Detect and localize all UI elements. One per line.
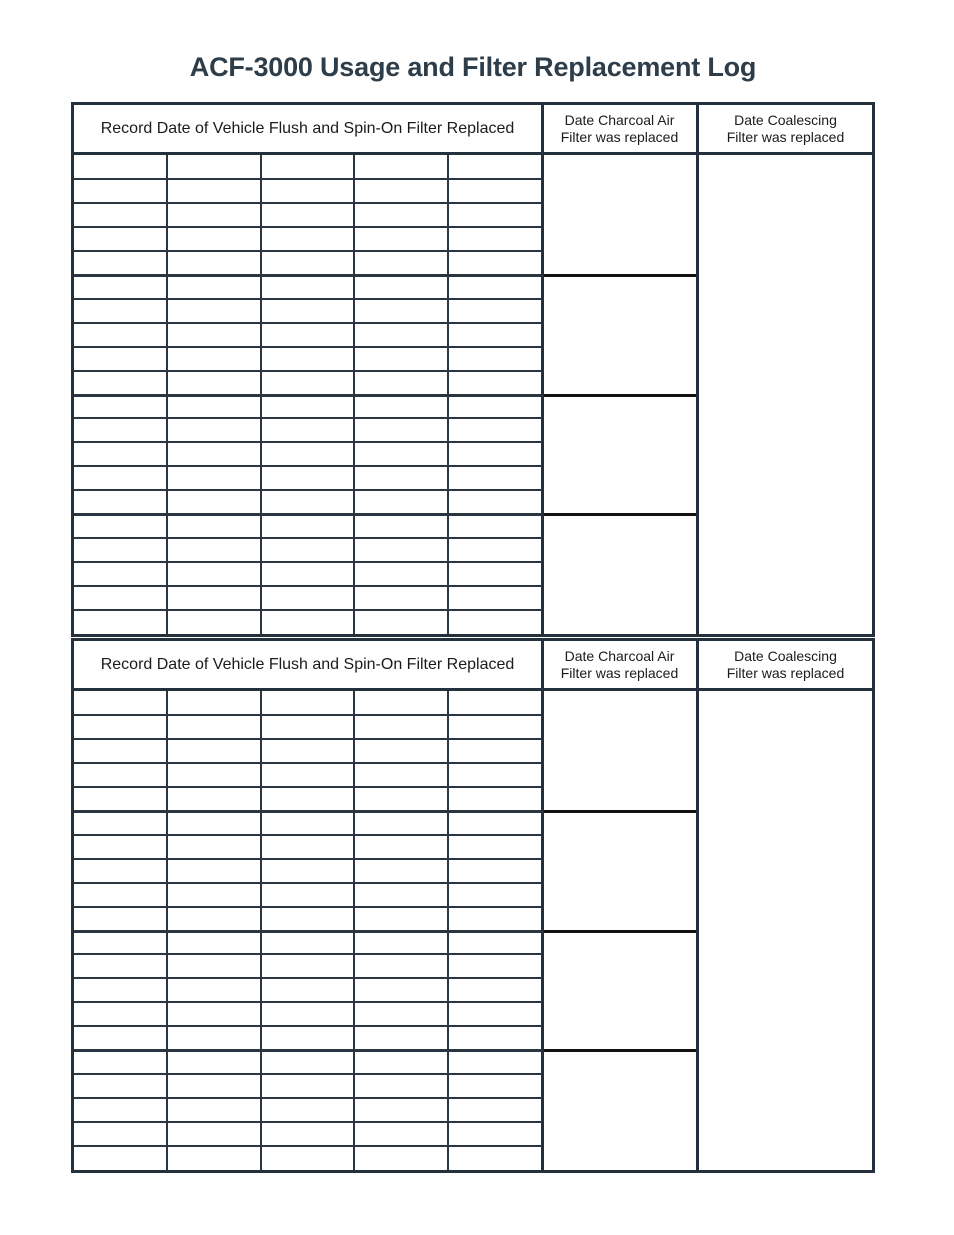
flush-date-cell[interactable] [168, 812, 258, 833]
flush-date-cell[interactable] [449, 228, 539, 249]
flush-date-cell[interactable] [168, 515, 258, 536]
flush-date-cell[interactable] [355, 812, 445, 833]
charcoal-date-cell[interactable] [544, 811, 696, 931]
flush-date-cell[interactable] [75, 812, 165, 833]
flush-date-cell[interactable] [168, 491, 258, 512]
flush-date-cell[interactable] [449, 491, 539, 512]
flush-date-cell[interactable] [262, 1099, 352, 1120]
flush-date-cell[interactable] [262, 324, 352, 345]
column-line [353, 691, 355, 1170]
flush-date-cell[interactable] [355, 587, 445, 608]
charcoal-header: Date Charcoal Air Filter was replaced [560, 648, 679, 681]
flush-date-cell[interactable] [75, 204, 165, 225]
flush-date-cell[interactable] [75, 908, 165, 929]
flush-date-cell[interactable] [449, 156, 539, 177]
flush-date-cell[interactable] [262, 1051, 352, 1072]
flush-date-cell[interactable] [168, 884, 258, 905]
flush-date-cell[interactable] [262, 908, 352, 929]
flush-date-cell[interactable] [449, 467, 539, 488]
flush-date-cell[interactable] [168, 764, 258, 785]
flush-date-cell[interactable] [262, 836, 352, 857]
flush-date-cell[interactable] [262, 276, 352, 297]
flush-date-cell[interactable] [449, 836, 539, 857]
flush-date-cell[interactable] [75, 372, 165, 393]
column-line [166, 691, 168, 1170]
flush-date-cell[interactable] [355, 396, 445, 417]
flush-date-cell[interactable] [355, 180, 445, 201]
page-title: ACF-3000 Usage and Filter Replacement Log [189, 52, 757, 82]
flush-date-cell[interactable] [449, 276, 539, 297]
charcoal-block-separator [544, 513, 696, 516]
flush-date-cell[interactable] [168, 860, 258, 881]
flush-date-cell[interactable] [262, 563, 352, 584]
flush-date-cell[interactable] [262, 396, 352, 417]
charcoal-block-separator [544, 1049, 696, 1052]
flush-date-cell[interactable] [262, 812, 352, 833]
flush-date-cell[interactable] [168, 836, 258, 857]
charcoal-block-separator [544, 394, 696, 397]
flush-date-cell[interactable] [75, 443, 165, 464]
flush-date-cell[interactable] [168, 467, 258, 488]
flush-date-cell[interactable] [75, 1123, 165, 1144]
flush-date-cell[interactable] [355, 1075, 445, 1096]
flush-date-cell[interactable] [262, 611, 352, 632]
flush-date-cell[interactable] [168, 1099, 258, 1120]
flush-date-cell[interactable] [449, 1003, 539, 1024]
column-line [447, 155, 449, 634]
flush-date-cell[interactable] [75, 979, 165, 1000]
flush-date-cell[interactable] [449, 932, 539, 953]
flush-date-cell[interactable] [75, 1051, 165, 1072]
flush-date-cell[interactable] [449, 740, 539, 761]
flush-date-cell[interactable] [449, 396, 539, 417]
flush-date-cell[interactable] [262, 467, 352, 488]
flush-date-cell[interactable] [75, 884, 165, 905]
flush-date-cell[interactable] [449, 252, 539, 273]
flush-date-cell[interactable] [355, 1123, 445, 1144]
flush-date-cell[interactable] [262, 955, 352, 976]
coalescing-header: Date Coalescing Filter was replaced [726, 648, 845, 681]
column-line [260, 691, 262, 1170]
flush-date-cell[interactable] [262, 740, 352, 761]
flush-date-cell[interactable] [168, 443, 258, 464]
coalescing-date-cell[interactable] [699, 155, 872, 634]
flush-date-cell[interactable] [449, 611, 539, 632]
flush-date-cell[interactable] [355, 443, 445, 464]
flush-date-cell[interactable] [168, 156, 258, 177]
column-line [260, 155, 262, 634]
flush-date-cell[interactable] [168, 716, 258, 737]
flush-date-cell[interactable] [262, 372, 352, 393]
flush-date-cell[interactable] [168, 276, 258, 297]
flush-date-cell[interactable] [75, 467, 165, 488]
flush-date-cell[interactable] [75, 764, 165, 785]
flush-date-cell[interactable] [75, 716, 165, 737]
flush-date-cell[interactable] [262, 491, 352, 512]
flush-date-cell[interactable] [449, 908, 539, 929]
flush-date-cell[interactable] [355, 955, 445, 976]
flush-date-cell[interactable] [262, 1123, 352, 1144]
flush-date-cell[interactable] [449, 1027, 539, 1048]
flush-date-cell[interactable] [168, 396, 258, 417]
flush-date-cell[interactable] [168, 180, 258, 201]
flush-date-cell[interactable] [262, 979, 352, 1000]
flush-date-cell[interactable] [355, 1099, 445, 1120]
flush-date-cell[interactable] [168, 587, 258, 608]
flush-date-cell[interactable] [449, 324, 539, 345]
flush-date-cell[interactable] [168, 1147, 258, 1168]
flush-date-cell[interactable] [262, 932, 352, 953]
flush-date-cell[interactable] [449, 300, 539, 321]
flush-date-cell[interactable] [355, 1003, 445, 1024]
flush-date-cell[interactable] [355, 419, 445, 440]
flush-date-cell[interactable] [449, 1123, 539, 1144]
flush-date-cell[interactable] [355, 372, 445, 393]
flush-date-cell[interactable] [355, 563, 445, 584]
flush-header: Record Date of Vehicle Flush and Spin-On Filter Replaced [100, 656, 515, 673]
flush-date-cell[interactable] [449, 1147, 539, 1168]
log-table-2 [71, 638, 875, 1173]
flush-date-cell[interactable] [168, 932, 258, 953]
flush-date-cell[interactable] [355, 860, 445, 881]
flush-date-cell[interactable] [355, 716, 445, 737]
coalescing-date-cell[interactable] [699, 691, 872, 1170]
flush-date-cell[interactable] [449, 716, 539, 737]
flush-date-cell[interactable] [168, 692, 258, 713]
flush-date-cell[interactable] [168, 611, 258, 632]
flush-date-cell[interactable] [168, 1075, 258, 1096]
flush-date-cell[interactable] [168, 324, 258, 345]
flush-date-cell[interactable] [355, 324, 445, 345]
flush-date-cell[interactable] [262, 419, 352, 440]
flush-date-cell[interactable] [168, 1051, 258, 1072]
flush-date-cell[interactable] [355, 884, 445, 905]
flush-date-cell[interactable] [355, 539, 445, 560]
flush-date-cell[interactable] [355, 692, 445, 713]
flush-date-cell[interactable] [75, 276, 165, 297]
flush-date-cell[interactable] [262, 587, 352, 608]
flush-date-cell[interactable] [168, 908, 258, 929]
flush-date-cell[interactable] [262, 1003, 352, 1024]
flush-date-cell[interactable] [262, 884, 352, 905]
flush-date-cell[interactable] [355, 611, 445, 632]
column-line [447, 691, 449, 1170]
coalescing-header: Date Coalescing Filter was replaced [726, 112, 845, 145]
charcoal-date-cell[interactable] [544, 514, 696, 634]
flush-date-cell[interactable] [355, 515, 445, 536]
flush-date-cell[interactable] [262, 156, 352, 177]
flush-date-cell[interactable] [75, 788, 165, 809]
flush-date-cell[interactable] [355, 276, 445, 297]
flush-date-cell[interactable] [449, 692, 539, 713]
flush-date-cell[interactable] [262, 443, 352, 464]
flush-date-cell[interactable] [355, 764, 445, 785]
charcoal-block-separator [544, 930, 696, 933]
charcoal-date-cell[interactable] [544, 395, 696, 515]
flush-date-cell[interactable] [75, 1075, 165, 1096]
flush-date-cell[interactable] [168, 372, 258, 393]
flush-date-cell[interactable] [449, 443, 539, 464]
flush-date-cell[interactable] [355, 467, 445, 488]
flush-date-cell[interactable] [75, 836, 165, 857]
flush-date-cell[interactable] [168, 228, 258, 249]
flush-date-cell[interactable] [168, 348, 258, 369]
flush-date-cell[interactable] [355, 228, 445, 249]
flush-date-cell[interactable] [449, 515, 539, 536]
flush-date-cell[interactable] [168, 204, 258, 225]
flush-date-cell[interactable] [75, 1027, 165, 1048]
flush-date-cell[interactable] [449, 348, 539, 369]
flush-date-cell[interactable] [449, 1099, 539, 1120]
charcoal-date-cell[interactable] [544, 275, 696, 395]
flush-date-cell[interactable] [355, 908, 445, 929]
flush-date-cell[interactable] [75, 539, 165, 560]
flush-date-cell[interactable] [449, 180, 539, 201]
flush-date-cell[interactable] [262, 1075, 352, 1096]
flush-date-cell[interactable] [355, 348, 445, 369]
flush-date-cell[interactable] [355, 252, 445, 273]
flush-date-cell[interactable] [75, 563, 165, 584]
flush-date-cell[interactable] [168, 788, 258, 809]
flush-date-cell[interactable] [262, 764, 352, 785]
flush-date-cell[interactable] [262, 228, 352, 249]
flush-date-cell[interactable] [75, 1003, 165, 1024]
flush-date-cell[interactable] [449, 587, 539, 608]
flush-date-cell[interactable] [75, 611, 165, 632]
flush-date-cell[interactable] [262, 300, 352, 321]
flush-date-cell[interactable] [355, 740, 445, 761]
charcoal-date-cell[interactable] [544, 155, 696, 275]
flush-date-cell[interactable] [75, 180, 165, 201]
flush-date-cell[interactable] [75, 692, 165, 713]
flush-date-cell[interactable] [75, 419, 165, 440]
flush-date-cell[interactable] [449, 788, 539, 809]
flush-date-cell[interactable] [262, 788, 352, 809]
flush-date-cell[interactable] [449, 884, 539, 905]
flush-date-cell[interactable] [449, 812, 539, 833]
flush-date-cell[interactable] [168, 1123, 258, 1144]
flush-date-cell[interactable] [355, 300, 445, 321]
charcoal-date-cell[interactable] [544, 1050, 696, 1170]
flush-date-cell[interactable] [449, 955, 539, 976]
flush-date-cell[interactable] [449, 860, 539, 881]
flush-date-cell[interactable] [75, 740, 165, 761]
flush-date-cell[interactable] [168, 1027, 258, 1048]
flush-date-cell[interactable] [75, 491, 165, 512]
charcoal-block-separator [544, 810, 696, 813]
flush-date-cell[interactable] [449, 539, 539, 560]
charcoal-block-separator [544, 274, 696, 277]
flush-date-cell[interactable] [75, 252, 165, 273]
flush-header: Record Date of Vehicle Flush and Spin-On Filter Replaced [100, 120, 515, 137]
flush-date-cell[interactable] [168, 955, 258, 976]
flush-date-cell[interactable] [75, 587, 165, 608]
flush-date-cell[interactable] [449, 764, 539, 785]
flush-date-cell[interactable] [168, 563, 258, 584]
flush-date-cell[interactable] [355, 979, 445, 1000]
column-line [353, 155, 355, 634]
flush-date-cell[interactable] [262, 1147, 352, 1168]
flush-date-cell[interactable] [355, 1027, 445, 1048]
flush-date-cell[interactable] [75, 860, 165, 881]
flush-date-cell[interactable] [262, 348, 352, 369]
flush-date-cell[interactable] [75, 515, 165, 536]
flush-date-cell[interactable] [262, 692, 352, 713]
charcoal-date-cell[interactable] [544, 931, 696, 1051]
charcoal-date-cell[interactable] [544, 691, 696, 811]
flush-date-cell[interactable] [75, 156, 165, 177]
flush-date-cell[interactable] [262, 539, 352, 560]
flush-date-cell[interactable] [75, 228, 165, 249]
flush-date-cell[interactable] [449, 419, 539, 440]
flush-date-cell[interactable] [355, 1147, 445, 1168]
flush-date-cell[interactable] [262, 860, 352, 881]
column-line [166, 155, 168, 634]
flush-date-cell[interactable] [262, 180, 352, 201]
flush-date-cell[interactable] [449, 204, 539, 225]
flush-date-cell[interactable] [262, 1027, 352, 1048]
flush-date-cell[interactable] [168, 979, 258, 1000]
flush-date-cell[interactable] [449, 979, 539, 1000]
flush-date-cell[interactable] [449, 563, 539, 584]
flush-date-cell[interactable] [75, 324, 165, 345]
flush-date-cell[interactable] [75, 1147, 165, 1168]
flush-date-cell[interactable] [449, 1075, 539, 1096]
flush-date-cell[interactable] [168, 419, 258, 440]
flush-date-cell[interactable] [262, 252, 352, 273]
flush-date-cell[interactable] [449, 1051, 539, 1072]
flush-date-cell[interactable] [75, 348, 165, 369]
flush-date-cell[interactable] [75, 932, 165, 953]
flush-date-cell[interactable] [355, 491, 445, 512]
flush-date-cell[interactable] [262, 204, 352, 225]
flush-date-cell[interactable] [75, 300, 165, 321]
flush-date-cell[interactable] [168, 740, 258, 761]
flush-date-cell[interactable] [168, 1003, 258, 1024]
flush-date-cell[interactable] [168, 300, 258, 321]
flush-date-cell[interactable] [75, 396, 165, 417]
flush-date-cell[interactable] [355, 836, 445, 857]
flush-date-cell[interactable] [355, 156, 445, 177]
log-table-1 [71, 102, 875, 637]
charcoal-header: Date Charcoal Air Filter was replaced [560, 112, 679, 145]
flush-date-cell[interactable] [75, 1099, 165, 1120]
flush-date-cell[interactable] [168, 252, 258, 273]
flush-date-cell[interactable] [75, 955, 165, 976]
flush-date-cell[interactable] [168, 539, 258, 560]
flush-date-cell[interactable] [355, 788, 445, 809]
flush-date-cell[interactable] [262, 515, 352, 536]
flush-date-cell[interactable] [355, 932, 445, 953]
flush-date-cell[interactable] [449, 372, 539, 393]
flush-date-cell[interactable] [262, 716, 352, 737]
flush-date-cell[interactable] [355, 1051, 445, 1072]
flush-date-cell[interactable] [355, 204, 445, 225]
